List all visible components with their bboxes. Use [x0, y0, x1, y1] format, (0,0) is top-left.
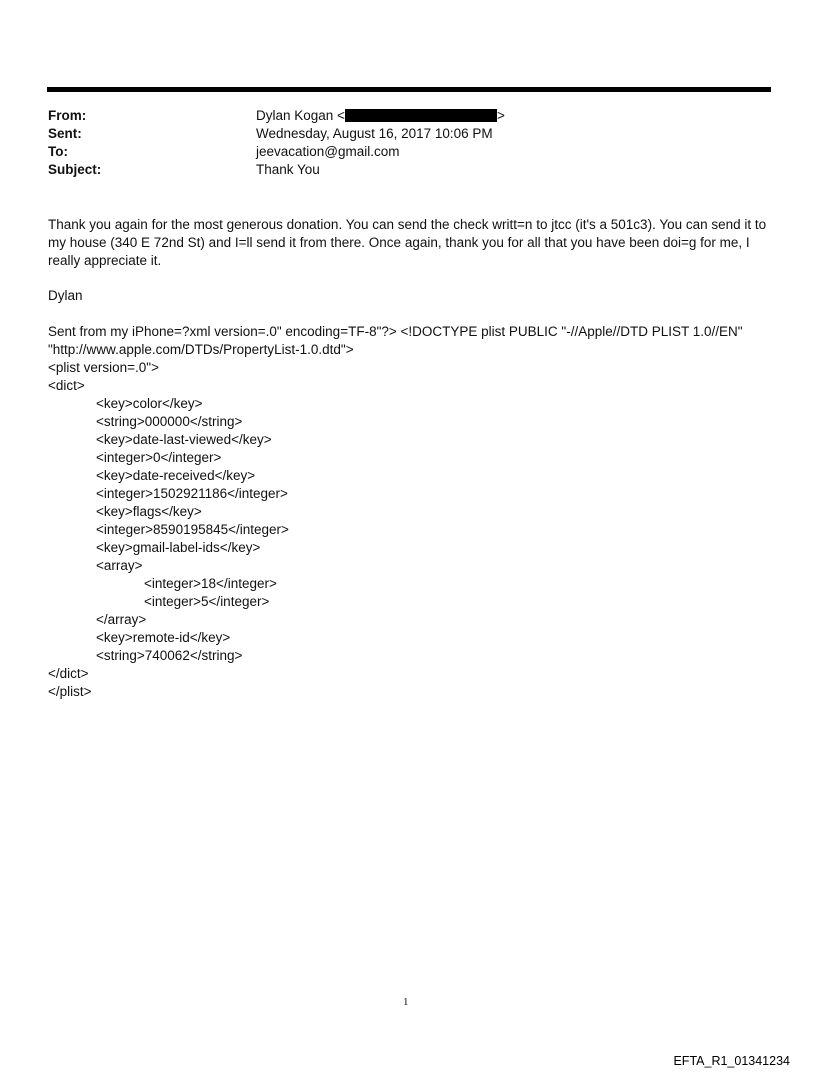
- xml-line: <key>remote-id</key>: [96, 630, 231, 645]
- redaction-block: [345, 109, 497, 122]
- xml-line: <string>740062</string>: [96, 648, 243, 663]
- xml-line: <integer>0</integer>: [96, 450, 222, 465]
- xml-line: <dict>: [48, 378, 85, 393]
- xml-line: </plist>: [48, 684, 92, 699]
- subject-value: Thank You: [256, 162, 320, 177]
- xml-line: <key>color</key>: [96, 396, 203, 411]
- sent-value: Wednesday, August 16, 2017 10:06 PM: [256, 126, 493, 141]
- page-number: 1: [403, 996, 409, 1008]
- xml-line: <key>gmail-label-ids</key>: [96, 540, 261, 555]
- xml-line: <string>000000</string>: [96, 414, 243, 429]
- signature: Dylan: [48, 288, 83, 303]
- to-value: jeevacation@gmail.com: [256, 144, 400, 159]
- xml-line: <array>: [96, 558, 143, 573]
- from-bracket-close: >: [496, 108, 505, 123]
- sent-label: Sent:: [48, 126, 82, 141]
- subject-label: Subject:: [48, 162, 102, 177]
- bates-number: EFTA_R1_01341234: [673, 1054, 790, 1068]
- xml-line: <integer>1502921186</integer>: [96, 486, 288, 501]
- header-divider-rule: [47, 87, 771, 92]
- xml-line: <integer>5</integer>: [144, 594, 270, 609]
- sent-from-line: Sent from my iPhone=?xml version=.0" encoding=TF-8"?> <!DOCTYPE plist PUBLIC "-//Apple//DTD PLIST 1.0//EN" "http://www.apple.com/DTDs/PropertyList-1.0.dtd">: [48, 324, 743, 357]
- to-label: To:: [48, 144, 68, 159]
- body-paragraph: Thank you again for the most generous donation. You can send the check writt=n to jtcc (it's a 501c3). You can send it to my house (340 E 72nd St) and I=ll send it from there. Once again, thank you for all that you have been doi=g for me, I really appreciate it.: [48, 217, 767, 268]
- from-name: Dylan Kogan <: [256, 108, 345, 123]
- xml-line: <plist version=.0">: [48, 360, 159, 375]
- from-label: From:: [48, 108, 87, 123]
- xml-line: <key>date-last-viewed</key>: [96, 432, 272, 447]
- xml-line: <key>flags</key>: [96, 504, 202, 519]
- xml-line: <key>date-received</key>: [96, 468, 256, 483]
- xml-line: </array>: [96, 612, 147, 627]
- from-value: [256, 107, 505, 125]
- xml-line: </dict>: [48, 666, 89, 681]
- xml-line: <integer>18</integer>: [144, 576, 277, 591]
- xml-line: <integer>8590195845</integer>: [96, 522, 289, 537]
